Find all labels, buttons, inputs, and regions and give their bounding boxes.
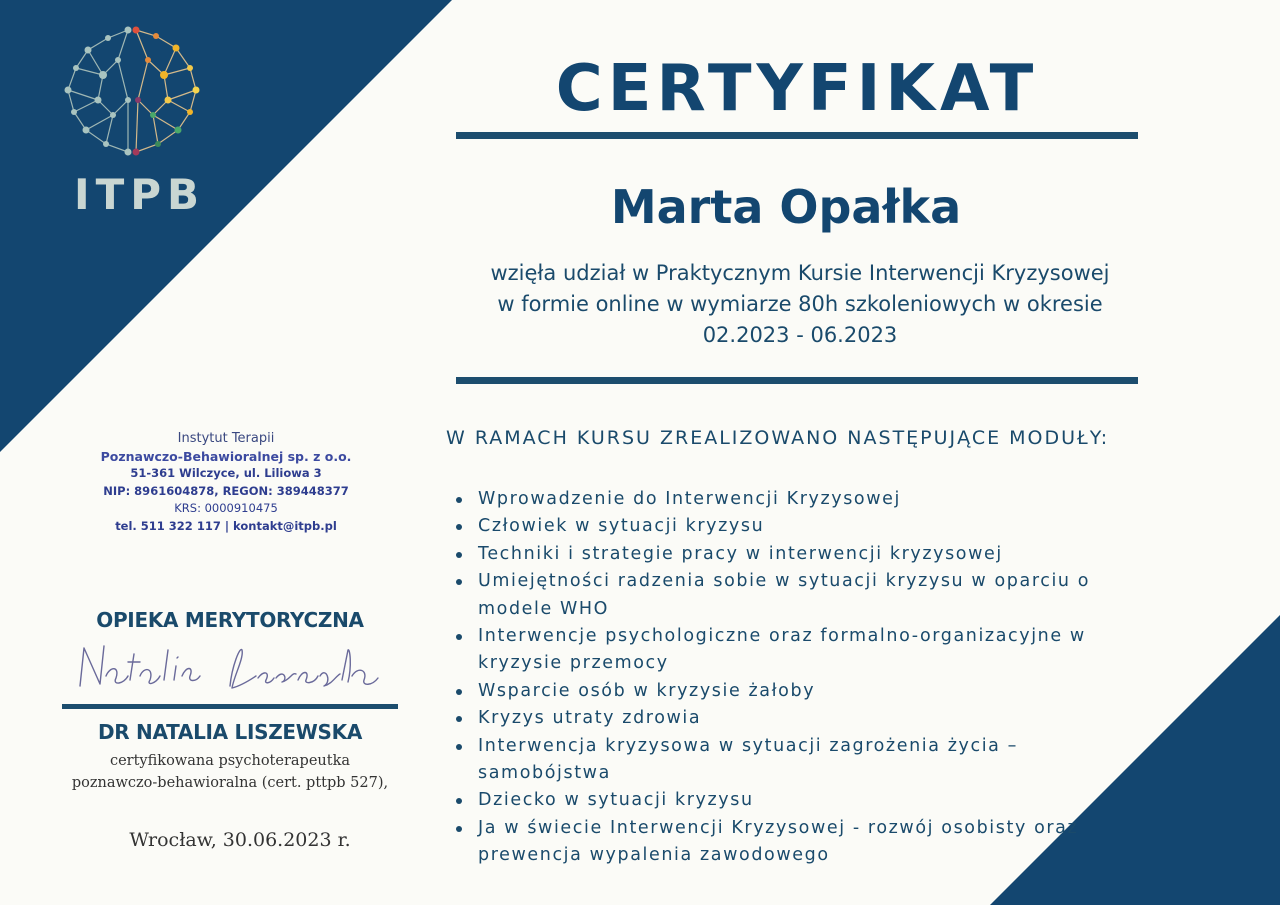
module-item: Interwencje psychologiczne oraz formalno-organizacyjne w kryzysie przemocy: [478, 623, 1138, 678]
institute-stamp: [88, 430, 364, 535]
place-and-date: Wrocław, 30.06.2023 r.: [129, 829, 351, 851]
title-divider: [456, 132, 1138, 139]
module-item: Interwencja kryzysowa w sytuacji zagrożenia życia – samobójstwa: [478, 733, 1138, 788]
stamp-line: tel. 511 322 117 | kontakt@itpb.pl: [115, 518, 337, 533]
certificate-description: [460, 258, 1140, 351]
recipient-name: Marta Opałka: [610, 180, 962, 234]
module-item: Ja w świecie Interwencji Kryzysowej - rozwój osobisty oraz prewencja wypalenia zawodowego: [478, 815, 1138, 870]
handwritten-signature: [70, 636, 400, 702]
module-item: Człowiek w sytuacji kryzysu: [478, 513, 1138, 540]
supervisor-title: [40, 750, 420, 794]
logo-text: ITPB: [74, 170, 206, 219]
modules-list: [478, 486, 1138, 870]
stamp-line: Poznawczo-Behawioralnej sp. z o.o.: [100, 448, 352, 464]
stamp-line: Instytut Terapii: [177, 431, 275, 446]
description-divider: [456, 377, 1138, 384]
certificate-title: CERTYFIKAT: [555, 52, 1039, 126]
description-line: 02.2023 - 06.2023: [702, 323, 898, 347]
supervisor-title-line: certyfikowana psychoterapeutka: [109, 753, 351, 769]
module-item: Kryzys utraty zdrowia: [478, 705, 1138, 732]
module-item: Techniki i strategie pracy w interwencji kryzysowej: [478, 541, 1138, 568]
description-line: wzięła udział w Praktycznym Kursie Interwencji Kryzysowej: [490, 261, 1110, 285]
supervisor-name: DR NATALIA LISZEWSKA: [97, 720, 363, 744]
supervision-heading: OPIEKA MERYTORYCZNA: [96, 608, 364, 632]
signature-divider: [62, 704, 398, 709]
stamp-line: 51-361 Wilczyce, ul. Liliowa 3: [130, 466, 322, 480]
modules-heading: W RAMACH KURSU ZREALIZOWANO NASTĘPUJĄCE MODUŁY:: [446, 427, 1110, 449]
module-item: Wsparcie osób w kryzysie żałoby: [478, 678, 1138, 705]
module-item: Dziecko w sytuacji kryzysu: [478, 787, 1138, 814]
supervisor-title-line: poznawczo-behawioralna (cert. pttpb 527),: [71, 775, 389, 791]
description-line: w formie online w wymiarze 80h szkoleniowych w okresie: [497, 292, 1103, 316]
stamp-line: KRS: 0000910475: [174, 501, 278, 515]
module-item: Wprowadzenie do Interwencji Kryzysowej: [478, 486, 1138, 513]
stamp-line: NIP: 8961604878, REGON: 389448377: [103, 483, 349, 498]
module-item: Umiejętności radzenia sobie w sytuacji kryzysu w oparciu o modele WHO: [478, 568, 1138, 623]
